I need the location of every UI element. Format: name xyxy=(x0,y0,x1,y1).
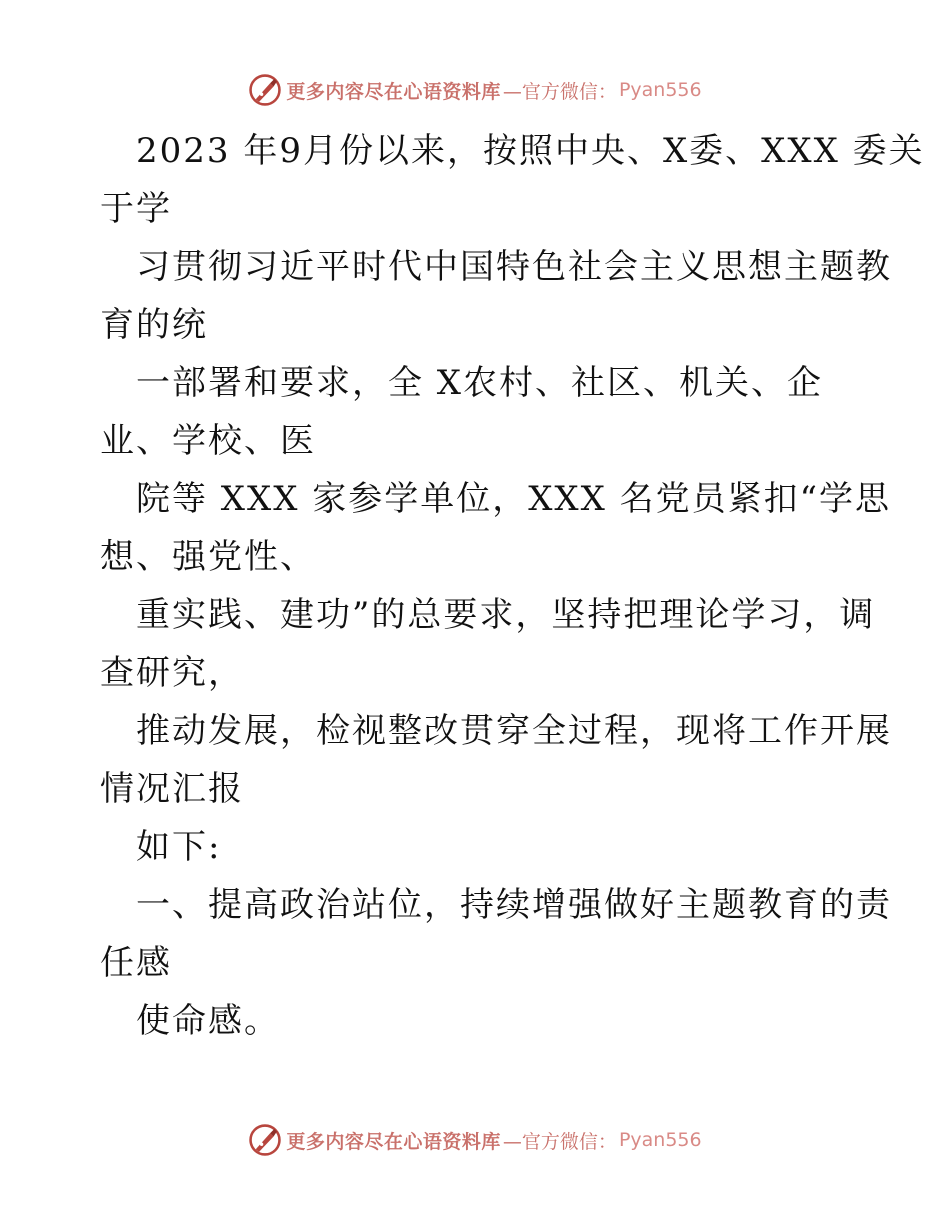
body-line: 查研究， xyxy=(100,653,244,693)
body-line: 推动发展，检视整改贯穿全过程，现将工作开展 xyxy=(136,711,892,751)
banner-sub-text: —官方微信： xyxy=(502,80,617,103)
banner-main-text: 更多内容尽在心语资料库 xyxy=(286,80,501,103)
body-line: 使命感。 xyxy=(136,1001,280,1041)
body-line: 重实践、建功”的总要求，坚持把理论学习，调 xyxy=(136,595,876,635)
body-line: 2023 年9月份以来，按照中央、X委、XXX 委关 xyxy=(136,131,925,171)
body-line: 院等 XXX 家参学单位，XXX 名党员紧扣“学思 xyxy=(136,479,892,519)
footer-banner xyxy=(0,1120,950,1160)
body-line: 如下: xyxy=(136,827,222,867)
banner-sub-text: —官方微信： xyxy=(502,1130,617,1153)
body-line: 情况汇报 xyxy=(100,769,244,809)
pen-logo-icon xyxy=(248,1123,282,1157)
body-line: 于学 xyxy=(100,189,172,229)
body-line: 想、强党性、 xyxy=(100,537,316,577)
header-banner xyxy=(0,70,950,110)
body-line: 育的统 xyxy=(100,305,208,345)
body-line: 业、学校、医 xyxy=(100,421,316,461)
document-body xyxy=(100,122,925,1050)
banner-main-text: 更多内容尽在心语资料库 xyxy=(286,1130,501,1153)
body-line: 任感 xyxy=(100,943,172,983)
pen-logo-icon xyxy=(248,73,282,107)
body-line: 一、提高政治站位，持续增强做好主题教育的责 xyxy=(136,885,892,925)
banner-wechat-id: Pyan556 xyxy=(618,1129,702,1151)
banner-wechat-id: Pyan556 xyxy=(618,79,702,101)
body-line: 一部署和要求，全 X农村、社区、机关、企 xyxy=(136,363,824,403)
body-line: 习贯彻习近平时代中国特色社会主义思想主题教 xyxy=(136,247,892,287)
